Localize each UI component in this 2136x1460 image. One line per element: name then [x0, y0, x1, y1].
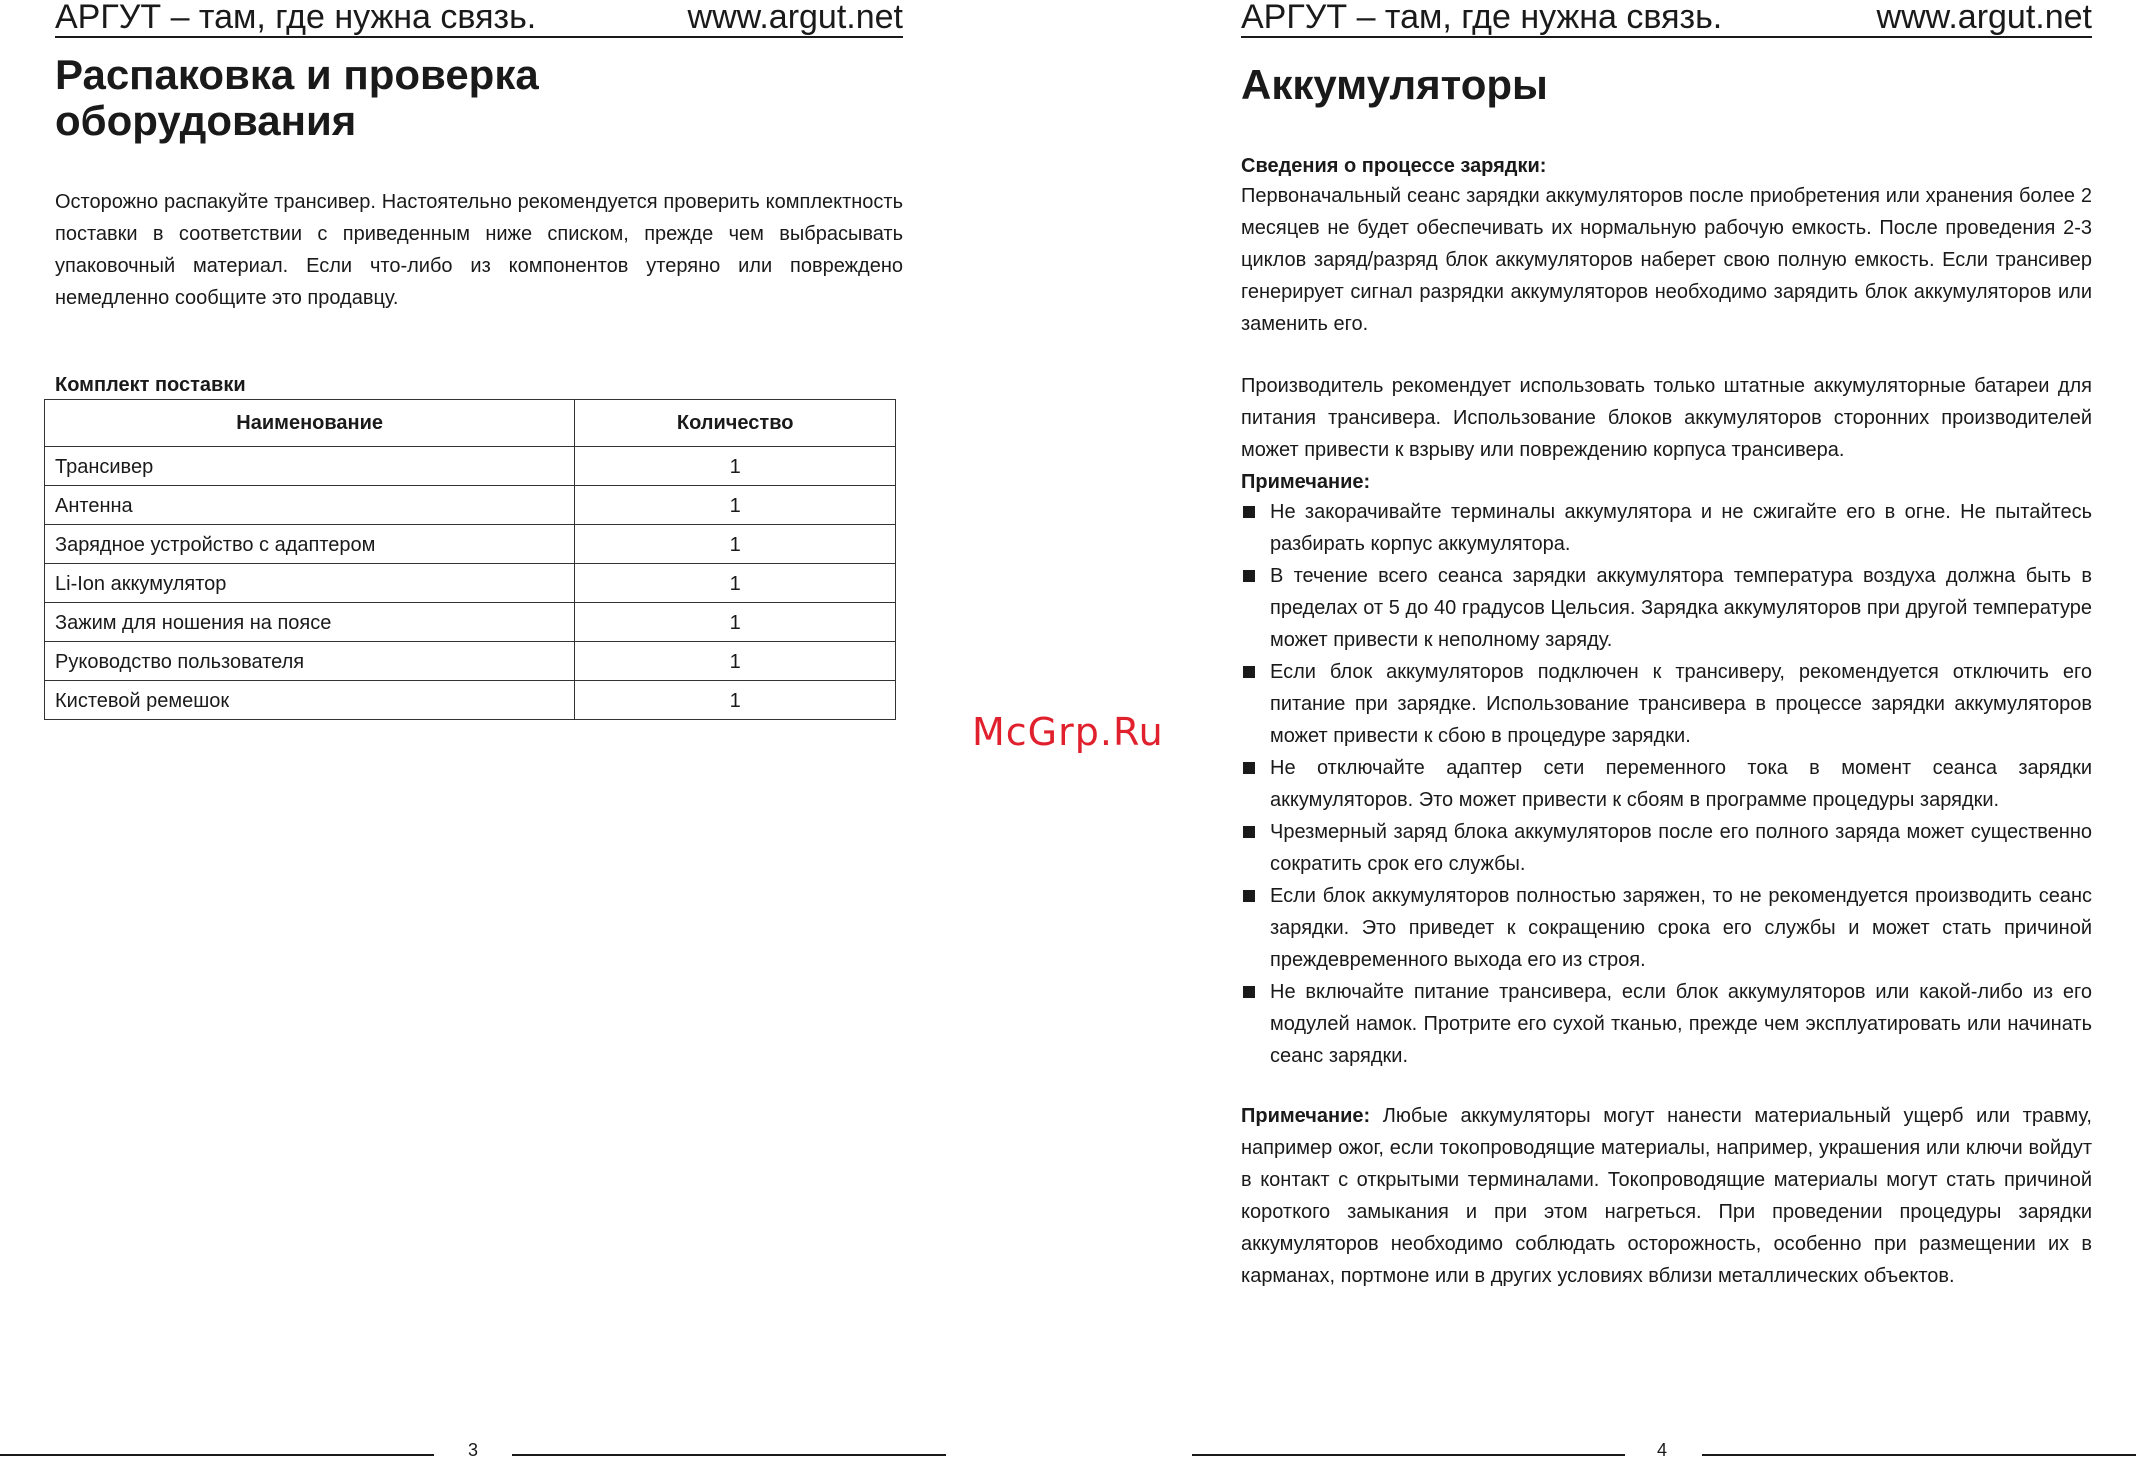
item-name: Зажим для ношения на поясе: [45, 603, 575, 642]
item-name: Трансивер: [45, 447, 575, 486]
page-title: Аккумуляторы: [1241, 61, 1548, 108]
column-header-name: Наименование: [45, 400, 575, 447]
table-row: [45, 564, 896, 603]
item-quantity: 1: [575, 642, 896, 681]
page-number: 4: [1656, 1440, 1667, 1460]
item-quantity: 1: [575, 486, 896, 525]
list-item: Если блок аккумуляторов полностью заряжен, то не рекомендуется производить сеанс зарядки. Это приведет к сокращению срока его службы и может стать причиной преждевременного выхода его из строя.: [1241, 880, 2092, 976]
list-item: В течение всего сеанса зарядки аккумулятора температура воздуха должна быть в пределах от 5 до 40 градусов Цельсия. Зарядка аккумуляторов при другой температуре может привести к неполному заряду.: [1241, 560, 2092, 656]
footer-rule-left: [1192, 1454, 1625, 1456]
item-name: Антенна: [45, 486, 575, 525]
watermark: McGrp.Ru: [972, 710, 1164, 754]
final-note-label: Примечание:: [1241, 1105, 1371, 1127]
notes-list: [1241, 496, 2092, 1072]
header-brand-text: АРГУТ – там, где нужна связь.: [55, 0, 537, 36]
manufacturer-paragraph: Производитель рекомендует использовать только штатные аккумуляторные батареи для питания трансивера. Использование блоков аккумуляторов сторонних производителей может привести к взрыву или повреждению корпуса трансивера.: [1241, 375, 2092, 461]
list-item: Не закорачивайте терминалы аккумулятора и не сжигайте его в огне. Не пытайтесь разбирать корпус аккумулятора.: [1241, 496, 2092, 560]
table-row: [45, 681, 896, 720]
right-page: [1068, 0, 2136, 1460]
page-title: Распаковка и проверка оборудования: [55, 51, 539, 144]
running-header: [1241, 0, 2092, 38]
item-name: Li-Ion аккумулятор: [45, 564, 575, 603]
item-name: Руководство пользователя: [45, 642, 575, 681]
item-quantity: 1: [575, 564, 896, 603]
column-header-quantity: Количество: [575, 400, 896, 447]
item-name: Кистевой ремешок: [45, 681, 575, 720]
item-quantity: 1: [575, 603, 896, 642]
table-row: [45, 486, 896, 525]
list-item: Не отключайте адаптер сети переменного тока в момент сеанса зарядки аккумуляторов. Это может привести к сбоям в программе процедуры зарядки.: [1241, 752, 2092, 816]
note-heading: Примечание:: [1241, 471, 1371, 493]
list-item: Не включайте питание трансивера, если блок аккумуляторов или какой-либо из его модулей намок. Протрите его сухой тканью, прежде чем эксплуатировать или начинать сеанс зарядки.: [1241, 976, 2092, 1072]
footer-rule-right: [1702, 1454, 2136, 1456]
list-item: Если блок аккумуляторов подключен к трансиверу, рекомендуется отключить его питание при зарядке. Использование трансивера в процессе зарядки аккумуляторов может привести к сбою в процедуре зарядки.: [1241, 656, 2092, 752]
running-header: [55, 0, 903, 38]
footer-rule-right: [512, 1454, 946, 1456]
item-quantity: 1: [575, 525, 896, 564]
delivery-kit-table: [44, 399, 896, 720]
list-item: Чрезмерный заряд блока аккумуляторов после его полного заряда может существенно сократить срок его службы.: [1241, 816, 2092, 880]
final-note-text: Любые аккумуляторы могут нанести материальный ущерб или травму, например ожог, если токопроводящие материалы, например, украшения или ключи войдут в контакт с открытыми терминалами. Токопроводящие материалы могут стать причиной короткого замыкания и при этом нагреться. При проведении процедуры зарядки аккумуляторов необходимо соблюдать осторожность, особенно при размещении их в карманах, портмоне или в других условиях вблизи металлических объектов.: [1241, 1105, 2092, 1287]
header-url: www.argut.net: [687, 0, 903, 36]
table-row: [45, 447, 896, 486]
table-row: [45, 603, 896, 642]
header-url: www.argut.net: [1876, 0, 2092, 36]
item-name: Зарядное устройство с адаптером: [45, 525, 575, 564]
intro-paragraph: Осторожно распакуйте трансивер. Настоятельно рекомендуется проверить комплектность поставки в соответствии с приведенным ниже списком, прежде чем выбрасывать упаковочный материал. Если что-либо из компонентов утеряно или повреждено немедленно сообщите это продавцу.: [55, 191, 903, 309]
header-brand-text: АРГУТ – там, где нужна связь.: [1241, 0, 1723, 36]
table-caption: Комплект поставки: [55, 374, 246, 396]
charging-heading: Сведения о процессе зарядки:: [1241, 155, 1547, 177]
final-note-paragraph: [1241, 1100, 2092, 1292]
item-quantity: 1: [575, 681, 896, 720]
item-quantity: 1: [575, 447, 896, 486]
table-row: [45, 525, 896, 564]
table-header-row: [45, 400, 896, 447]
footer-rule-left: [0, 1454, 434, 1456]
page-number: 3: [467, 1440, 478, 1460]
table-row: [45, 642, 896, 681]
charging-paragraph: Первоначальный сеанс зарядки аккумуляторов после приобретения или хранения более 2 месяцев не будет обеспечивать их нормальную рабочую емкость. После проведения 2-3 циклов заряд/разряд блок аккумуляторов наберет свою полную емкость. Если трансивер генерирует сигнал разрядки аккумуляторов необходимо зарядить блок аккумуляторов или заменить его.: [1241, 185, 2092, 335]
